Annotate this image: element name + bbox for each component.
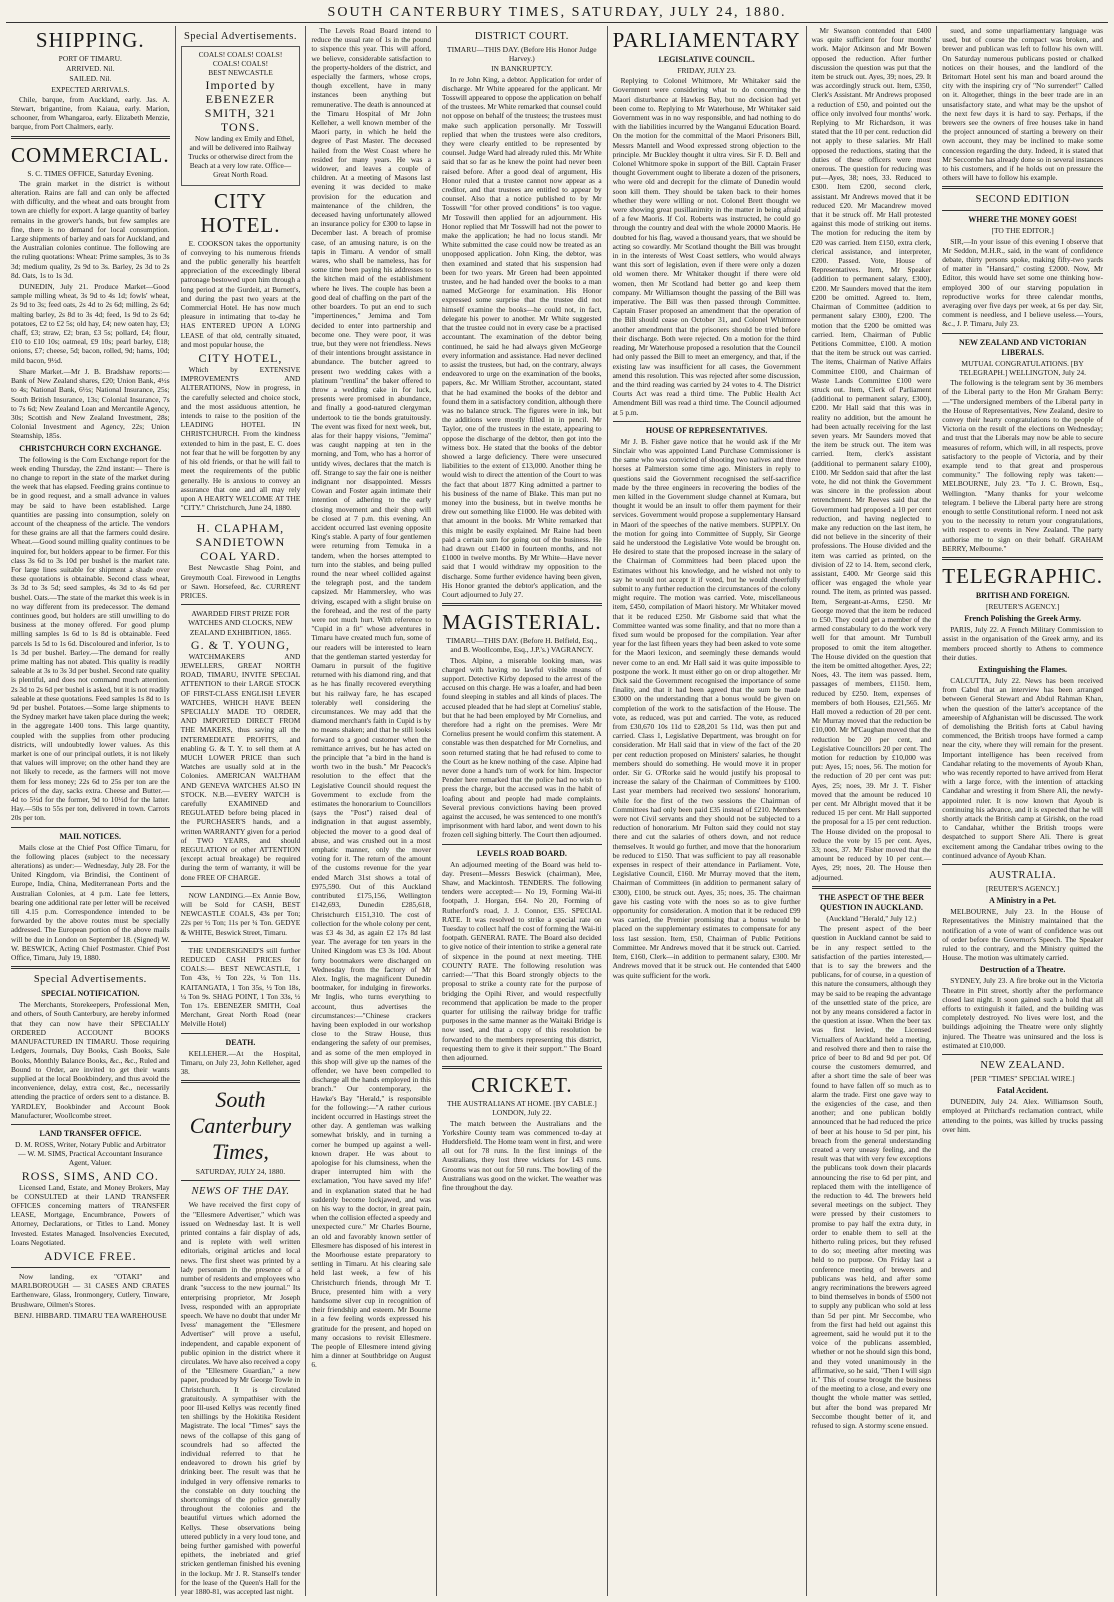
flames-text: CALCUTTA, July 22. News has been received from Cabul that an interview has been arranged between General Stewart and Abdul Rahman Khan, when the question of the latter's acceptance of the ameership of Afghanistan will be discussed. The work of demolishing the British forts at Cabul having commenced, the British troops have formed a camp near the city, where they will remain for the present. Important intelligence has been received from Candahar relating to the movements of Ayoub Khan, who was recently reported to have arrived from Herat with a large force, with the intention of attacking Candahar and wresting it from Shere Ali, the newly-appointed ruler. It is now known that Ayoub is continuing his advance, and it is expected that he will shortly attack the British camp at Girishk, on the road to Candahar, whither the British troops were despatched to support Shere Ali. There is great excitement among the Candahar tribes owing to the continued advance of Ayoub Khan. bbox=[942, 675, 1103, 860]
clapham-text: Best Newcastle Shag Point, and Greymouth Coal. Firewood in Lengths or Sawn. Horsefeed, &c. CURRENT PRICES. bbox=[180, 563, 301, 600]
smith-header: Imported by EBENEZER SMITH, 321 TONS. bbox=[204, 77, 277, 134]
land-names: D. M. ROSS, Writer, Notary Public and Arbitrator — W. M. SIMS, Practical Accountant Insurance Agent, Valuer. bbox=[14, 1139, 166, 1168]
notification-title: SPECIAL NOTIFICATION. bbox=[41, 989, 140, 999]
house-continued: Mr Swanson contended that £400 was quite sufficient for four months' work. Major Atkinson and Mr Bowen opposed the reduction. After further discussion the question was put that the item be struck out. Ayes, 39; noes, 29. It was accordingly struck out. Item, £350, Clerk's Assistant. Mr Andrews proposed a reduction of £50, and pointed out the office only involved four months' work. Replying to Mr Richardson, it was stated that the 10 per cent. reduction did not apply to these salaries. Mr Hall opposed the reductions, stating that the duties of these officers were most onerous. The question for reducing was put—Ayes, 38; noes, 33. Reduced to £300. Item £200, second clerk, assistant. Mr Andrews moved that it be reduced £20. Mr Macandrew moved that it be struck off. Mr Hall protested against this mode of striking out items. The motion for reducing the item by £20 was carried. Item £150, extra clerk, clerical assistance, and interpreter, £200. Passed. Vote, House of Representatives. Item, Mr Speaker (addition to permanent salary, £300), £200. Mr Saunders moved that the item £200 be omitted. Agreed to. Item, Chairman of Committee (addition to permanent salary £300), £200. The motion that the £200 be omitted was carried. Item, Chairman of Public Petitions Committee, £100. A motion that the item be struck out was carried. The items, Chairman of Native Affairs Committee £100, and Chairman of Waste Lands Committee £100 were struck out. Item, Clerk of Parliament (additional to permanent salary, £300), £200. Mr Hall said that this was in reality no addition, but the amount he had been actually receiving for the last seven years. Mr Saunders moved that the item be struck out. The item was carried. Item, clerk's assistant (additional to permanent salary £100), £100. Mr Seddon said that after the last vote, he did not think the Government was sincere in the profession about retrenchment. Mr Reeves said that the Government had proposed a 10 per cent reduction, and having neglected to make any reduction on the last item, he did not believe in the sincerity of their professions. The House divided and the item was carried as printed, on the division of 22 to 14. Item, second clerk, assistant, £400. Mr George said this officer was engaged the whole year round. The item, as printed was passed. Item, Sergeant-at-Arms, £250. Mr George moved that the item be reduced to £50. They could get a member of the armed constabulary to do the work very well for that amount. Mr Turnbull proposed to omit the item altogether. The House divided on the question that the item be omitted altogether. Ayes, 22; Noes, 43. The item was passed. Item, passages of members, £1150. Item, reduced by £250. Item, expenses of members of both Houses, £21,565. Mr Hall moved a reduction of 20 per cent. Mr Murray moved that the reduction be £10,000. Mr M'Caughan moved that the reduction be 20 per cent, and Legislative Councillors 20 per cent. The motion for reduction by £10,000 was put: Ayes, 15; noes, 56. The motion for the reduction of 20 per cent was put: Ayes, 25; noes, 39. Mr J. T. Fisher moved that the amount be reduced 10 per cent. Mr Albright moved that it be reduced 15 per cent. Mr Hall supported the proposal for a 15 per cent reduction. The House divided on the proposal to reduce the vote by 15 per cent. Ayes, 33; noes, 37. Mr Fisher moved that the amount be reduced by 10 per cent.—Ayes, 29; noes, 20. The House then adjourned. bbox=[811, 26, 932, 882]
british-title: BRITISH AND FOREIGN. bbox=[975, 590, 1070, 600]
divider bbox=[942, 557, 1103, 560]
undersigned-ad: THE UNDERSIGNED'S still further REDUCED CASH PRICES for COALS:— BEST NEWCASTLE, 1 Ton 43s, ½ Ton 22s, ¼ Ton 11s. KAITANGATA, 1 Ton 35s, ½ Ton 18s, ¼ Ton 9s. SHAG POINT, 1 Ton 33s, ½ Ton 17s. EBENEZER SMITH, Coal Merchant, Great North Road (near Melville Hotel) bbox=[180, 945, 301, 1029]
parliamentary-title: PARLIAMENTARY bbox=[612, 28, 801, 52]
young-award: AWARDED FIRST PRIZE FOR WATCHES AND CLOCKS, NEW ZEALAND EXHIBITION, 1865. bbox=[188, 609, 293, 637]
smith-text: Now landing ex Emily and Ethel, and will be delivered into Railway Trucks or otherwise direct from the Beach at a very low rate. Office—Great North Road. bbox=[188, 133, 294, 180]
commercial-text: The grain market in the district is without alteration. Rains are fall and can only be affected with difficulty, and the wheat and oats brought from town are chiefly for export. A large quantity of barley remains in the grower's hands, but few samples are fine, there is no demand for local consumption. Large shipments of barley and oats for Auckland, and the Australian colonies continue. The following are the ruling quotations: Wheat: Prime samples, 3s to 3s 3d; medium quality, 2s 9d to 3s. Barley, 2s 3d to 2s 8d. Oats, 1s to 1s 3d. bbox=[11, 178, 170, 280]
beer-title: THE ASPECT OF THE BEER QUESTION IN AUCKLAND. bbox=[818, 892, 924, 912]
coals-title: COALS! COALS! COALS! COALS! COALS! bbox=[198, 50, 283, 69]
flames-title: Extinguishing the Flames. bbox=[978, 664, 1067, 674]
beer-sub: (Auckland "Herald," July 12.) bbox=[826, 913, 917, 923]
district-court-text: In re John King, a debtor. Application for order of discharge. Mr White appeared for the applicant. Mr Tosswill appeared to oppose the application on behalf of the trustees. Mr White remarked that counsel could not oppose on behalf of the trustees; the trustees must make such application personally. Mr Tosswill replied that when the trustees were also creditors, they were clearly entitled to be represented by counsel. Judge Ward had already ruled this. Mr White said that so far as he knew the point had never been raised before. After a good deal of argument, His Honor ruled that a trustee cannot now appear as a creditor, and that trustees are entitled to appear by counsel. Also that a notice published to by Mr Tosswill "for other proved conditions" is too vague. Mr Tosswill then applied for an adjournment. His Honor replied that Mr Tosswill had not the power to make the application; he had no locus standi. Mr White submitted the case could now be treated as an unopposed application. John King, the debtor, was then examined and stated that his suspension had been for two years. Mr Green had been appointed trustee, and he had handed over the books to a man named McGeorge for examination. His Honor expressed some surprise that the trustee did not himself examine the books—he could not, in fact, delegate his power to another. Mr White suggested that the trustee could not in every case be a practised accountant. The examination of the debtor being continued, he said he had always given McGeorge every information and assistance. Had never declined to assist the trustees, but had, on the contrary, always endeavored to urge on the examination of the books, papers, &c. Mr William Strother, accountant, stated that he had examined the books of the debtor and found them in a satisfactory condition, although there was no balance struck. The figures were in ink, but the additions were mostly filled in in pencil. Mr Taylor, one of the trustees in the estate, appearing to oppose the discharge of the debtor, then got into the witness box. He stated that the books of the debtor showed a large deficiency. There were unsecured liabilities to the extent of £13,000. Another thing he would wish to direct the attention of the Court to was the fact that about 1877 King admitted a partner to his business of the name of Blake. This man put no money into the business, but in twelve months he drew out something like £1000. He was debited with that amount in the books. Mr White remarked that this might be easily explained. Mr Raine had been paid a certain sum for going out of the business. He had drawn out £1400 in fourteen months, and not £1000 in twelve months. By Mr White—Have never said that I would withdraw my opposition to the discharge. Some further evidence having been given, His Honor granted the debtor's application, and the Court adjourned to July 27. bbox=[442, 74, 602, 599]
column-3 bbox=[306, 26, 437, 1596]
shipping-title: SHIPPING. bbox=[35, 28, 145, 52]
columns bbox=[6, 26, 1108, 1596]
fatal-title: Fatal Accident. bbox=[996, 1086, 1049, 1096]
divider bbox=[942, 210, 1103, 211]
death-text: KELLEHER.—At the Hospital, Timaru, on July 23, John Kelleher, aged 38. bbox=[180, 1048, 301, 1077]
cricket-sub: THE AUSTRALIANS AT HOME. [BY CABLE.] LONDON, July 22. bbox=[446, 1099, 597, 1118]
clapham-title: H. CLAPHAM, SANDIETOWN COAL YARD. bbox=[195, 521, 286, 564]
nz-title: NEW ZEALAND. bbox=[980, 1060, 1065, 1072]
divider bbox=[11, 1267, 170, 1268]
column-1 bbox=[6, 26, 176, 1596]
divider bbox=[181, 1180, 301, 1181]
mail-notices-text: Mails close at the Chief Post Office Timaru, for the following places (subject to the necessary alterations) as under:— Wednesday, July 28. For the United Kingdom, via Brindisi, the Continent of Europe, India, China, Mediterranean Ports and the Australian Colonies, at 4 p.m. Late fee letters, bearing one additional rate per letter will be received till 4.15 p.m. Correspondence intended to be forwarded by the above routes must be specially addressed. The European portion of the above mails will be due in London on September 18. (Signed) W. W. BESWICK, Acting Chief Postmaster. Chief Post Office, Timaru, July 19, 1880. bbox=[11, 842, 170, 963]
theatre-title: Destruction of a Theatre. bbox=[979, 965, 1066, 975]
divider bbox=[181, 1033, 301, 1034]
news-continued: The Levels Road Board intend to reduce the usual rate of 1s in the pound to sixpence this year. This will afford, we believe, considerable satisfaction to the property-holders of the district, and especially the farmers, whose crops, though excellent, have in many instances been anything but remunerative. The death is announced at the Timaru Hospital of Mr John Kelleher, a well known member of the Maori party, in which he held the degree of Past Master. The deceased hailed from the West Coast where he resided for many years. He was a widower, and leaves a couple of children. At a meeting of Masons last evening it was decided to make provision for the education and maintenance of the children, the deceased having unfortunately allowed an insurance policy for £300 to lapse in December last. A breach of promise case, of an amusing nature, is on the tapis in Timaru. A vendor of small wares, who shall be nameless, has for some time been paying his addresses to the kitchen maid of the establishment where he lives. The couple has been a good deal of chaffing on the part of the other boarders. To put an end to such "impertinences," Jemima and Tom decided to enter into partnership and become one. They were poor, it was true, but they were not friendless. News of their intentions brought assistance in abundance. The butcher agreed to present two wedding cakes with a platinum "rentlina" the baker offered to throw a wedding cake in for luck, presents were promised in abundance, and finally a good-natured clergyman undertook to tie the bonds gratuitously. The event was fixed for next week, but, alas for their happy visions, "Jemima" was caught napping at ten in the morning, and Tom, who has a horror of untidy wives, declares that the match is off. Strange to say the fair one is neither indignant nor disappointed. Messrs Cowan and Foster again intimate their intention of adhering to the early closing movement and their shop will be closed at 7 p.m. this evening. An accident occurred last evening opposite King's stable. A party of four gentlemen were returning from Temuka in a tandem, when the horses attempted to turn into the stables, and being pulled round the near wheel collided against the telegraph post, and the tandem capsized. Mr Hammersley, who was driving, escaped with a slight bruise on the forehead, and the rest of the party were not much hurt. With reference to "Cupid in a fit" whose adventures in Timaru have created much fun, some of our readers will be interested to learn that the gentleman started yesterday for Oamaru in pursuit of the fugitive returned with his diamond ring, and that as he has finally recovered everything but his railway fare, he has escaped tolerably well considering the circumstances. We may add that the diamond merchant's faith in Cupid is by no means shaken; and that he still looks forward to a good customer when the remittance arrives, but he has acted on the principle that "a bird in the hand is worth two in the bush." Mr Peacock's resolution to the effect that the Legislative Council should request the Government to exclude from the estimates the honorarium to Councillors (says the "Post") raised deal of indignation in that august assembly, objected the mover to a good deal of abuse, and was crushed out in a most emphatic manner, only the mover voting for it. The return of the amount of the customs revenue for the year ended March 31st shows a total of £975,590. Out of this Auckland contributed £175,156, Wellington £142,693, Dunedin £285,618, Christchurch £151,310. The cost of collection for the whole colony per cent, was £3 4s 3d, as again £2 17s 8d last year. The average for ten years in the United Kingdom was £3 3s 10d. About forty bootmakers were discharged on Wednesday from the factory of Mr Alex. Inglis, the magnificent Dunedin bootmaker, for indulging in fireworks. Mr Inglis, who turns everything to account, thus advertises the circumstances:—"Chinese crackers having been exploded in our workshop close to the Straw House, thus endangering the safety of our premises, and as some of the men employed in this shop will give up the names of the offender, we have been compelled to discharge all the hands employed in this branch." Our contemporary, the Hawke's Bay "Herald," is responsible for the following:—"A rather curious incident occurred in Hastings street the other day. A gentleman was walking somewhat briskly, and in turning a corner he bumped up against a well-known draper. He was about to apologise for his clumsiness, when the draper interrupted him with the exclamation, 'You have saved my life!' and in explanation stated that he had suddenly become lockjawed, and was on his way to the doctor, in great pain, when the collision effected a speedy and unexpected cure." Mr Charles Bourne, an old and favorably known settler of Ellesmere has disposed of his interest in the Moorhouse estate preparatory to settling in Timaru. At his clearing sale held last week, a few of his Christchurch friends, through Mr T. Bruce, presented him with a very handsome silver cup in recognition of their friendship and esteem. Mr Bourne in a few feeling words expressed his gratitude for the present, and hoped on many occasions to revisit Ellesmere. The people of Ellesmere intend giving him a dinner at Southbridge on August 6. bbox=[311, 26, 432, 1370]
magisterial-title: MAGISTERIAL. bbox=[442, 610, 602, 635]
city-hotel-name: CITY HOTEL, bbox=[198, 351, 283, 366]
district-court-sub: TIMARU—THIS DAY. (Before His Honor Judge Harvey.) bbox=[447, 45, 597, 64]
second-edition-title: SECOND EDITION bbox=[975, 194, 1070, 206]
divider bbox=[942, 333, 1103, 334]
divider bbox=[942, 186, 1103, 189]
district-court-title: DISTRICT COURT. bbox=[474, 31, 569, 42]
divider bbox=[11, 827, 170, 828]
share-market: Share Market.—Mr J. B. Bradshaw reports:—Bank of New Zealand shares, £20; Union Bank, 4½s to 4s; National Bank, 6½s; National Insurance, 25s; South British Insurance, 13s; Colonial Insurance, 7s to 7s 6d; New Zealand Loan and Mercantile Agency, 30s; Scottish and New Zealand Investment, 28s; Colonial Investment and Agency, 22s; Union Steamship, 185s. bbox=[11, 366, 170, 441]
special-ads-title: Special Advertisements. bbox=[183, 31, 297, 42]
column-7 bbox=[937, 26, 1108, 1596]
paper-flag: South Canterbury Times, bbox=[189, 1087, 292, 1165]
divider bbox=[442, 603, 602, 606]
city-hotel-text: E. COOKSON takes the opportunity of conveying to his numerous friends and the public generally his heartfelt appreciation of the exceedingly liberal patronage bestowed upon him through a long period at the Gurdeit, at Burnett's, and during the past two years at the Commercial Hotel. He has now much pleasure in intimating that to-day he HAS ENTERED UPON A LONG LEASE of that old, centrally situated, and most popular house, the bbox=[180, 238, 301, 349]
ministry-title: A Ministry in a Pet. bbox=[989, 896, 1057, 906]
dunedin-produce: DUNEDIN, July 21. Produce Market—Good sample milling wheat, 3s 9d to 4s 1d; fowls' wheat, 2s 9d to 3s; feed oats, 2s 4d to 2s 6d; milling, 2s 6d; malting barley, 2s 8d to 3s 4d; feed, 1s 9d to 2s 6d; potatoes, £2 to £2 5s; old hay, £4; new oaten hay, £3; chaff, £3; straw, £2; bran, £3 5s; pollard, £4; flour, £10 to £10 10s; oatmeal, £9 10s; pearl barley, £18; onions, £7; cheese, 5d; bacon, rolled, 9d; hams, 10d; mild bacon, 9½d. bbox=[11, 282, 170, 365]
corn-exchange-text: The following is the Corn Exchange report for the week ending Thursday, the 22nd instant:— There is no change to report in the state of the market during the week that has elapsed. Feeding grains continue to be in good request, and a small advance in values may be said to have been established. Large quantities are passing into consumption, solely on account of the cheapness of the article. The vendors for these grains are all that the farmers could desire. Wheat.—Good sound milling quality continues to be inquired for, but holders appear to be firmer. For this class 3s 6d to 3s 10d per bushel is the market rate. For large lines suitable for shipment a shade over these quotations is obtainable. Second class wheat, 3s 3d to 3s 5d; seed samples, 4s 3d to 4s 6d per bushel. Oats.—The state of the market this week is in no way different from its predecessor. The demand continues good, but holders are still unwilling to do business at the money offered. For good plump milling samples 1s 6d to 1s 8d is obtainable. Feed parcels 1s 5d to 1s 6d. Discoloured and inferior, 1s to 1s 3d per bushel. Barley.—The demand for really prime malting has not abated. This quality is readily saleable at 3s to 3s 3d per bushel. Second rate quality is plentiful, and does not command much attention. 2s 3d to 2s 6d per bushel is asked, but it is not readily saleable at these quotations. Feed samples 1s 8d to 1s 9d per bushel. Potatoes.—Some large shipments to the Sydney market have taken place during the week; in the aggregate 1400 tons. This large quantity, coupled with the supplies from other producing districts, will undoubtedly lower values. As this market is one of our principal outlets, it is not likely that values will improve; on the other hand they are not likely to recede, as the farmers will not move them for less money; 22s 6d to 25s per ton are the prices of the day, sacks extra. Cheese and Butter.—4d to 5½d for the former, 9d to 10½d for the latter. Hay.—50s to 55s per ton, delivered in town. Carrots 20s per ton. bbox=[11, 454, 170, 823]
annie-bow-ad: NOW LANDING.—Ex Annie Bow, will be Sold for CASH, BEST NEWCASTLE COALS, 43s per Ton; 22s per ½ Ton; 11s per ¼ Ton. GEDYE & WHITE, Beswick Street, Timaru. bbox=[180, 890, 301, 937]
arrived: ARRIVED. Nil. bbox=[66, 64, 115, 74]
house-text: Mr J. B. Fisher gave notice that he would ask if the Mr Sinclair who was appointed Land Purchase Commissioner is the same who was convicted of shooting two natives and three horses at Palmerston some time ago. Ministers in reply to questions said the Government recognised the self-sacrifice made by the three engineers in recovering the bodies of the men killed in the Government sludge channel at Kumara, but thought it would be an insult to offer them payment for their services. Government would propose a supplementary Hansard in Maori of the speeches of the native members. SUPPLY. On the motion for going into Committee of Supply, Sir George said he understood the Legislative Vote would be brought on. He desired to state that the proposed increase in the salary of the Chairman of Committees had been placed upon the Estimates without his knowledge, and he wished not only to say he would not accept it if voted, but he would cheerfully submit to any further reduction the circumstances of the colony might require. The motion was carried. Vote, miscellaneous item, £450, compilation of Maori history. Mr Whitaker moved that it be reduced £250. Mr Gisborne said that what the Committee wanted was some finality, and that no more than a fixed sum would be proposed for the compilation. Year after year for the last fifteen years they had been asked to vote some for the Maori lexicon, and seemingly these demands would never come to an end. Mr Hall said it was quite impossible to postpone the work. It must either go on or drop altogether. Mr Dick said the Government recognised the importance of some finality, and that it had been agreed that the sum be made £3000 on the understanding that a bonus would be given on completion of the work to the satisfaction of the House. The vote, as reduced, was put and carried. The vote, as reduced from £30,670 10s 11d to £28,201 5s 11d, was then put and carried. Class 1, Legislative Department, was brought on for consideration. Mr Hall said that in view of the fact of the 20 per cent reduction proposed on Ministers' salaries, he thought members should do something. He would move it in proper order. Sir G. O'Rorke said he would justify his proposal to increase the salary of the Chairman of Committees by £100. Last year members had received two sessions' honorarium, while for the first of the two sessions the Chairman of Committees had only been paid £35 instead of £210. Members were not Civil servants and they should not be subjected to a reduction of honorarium. Mr Fulton said they could not stay there and cut the salaries of others down, and not reduce themselves. It would go further, and move that the honorarium be reduced to £150. That was sufficient to pay all reasonable expenses in respect of their attendance in Parliament. Vote, Legislative Council, £160. Mr Murray moved that the item, Chairman of Committees (in addition to permanent salary of £300), £100, be struck out. Ayes, 35; noes, 35. The chairman gave his casting vote with the noes so as to give further opportunity for consideration. A motion that it be reduced £99 was carried, the Premier promising that a bonus would be placed on the supplementary estimates to compensate for any loss last session. Item, £50, Chairman of Public Petitions Committee. Mr Andrews moved that it be struck out. Carried. Item, £160, Clerk—in addition to permanent salary, £300. Mr Andrews moved that it be struck out. He contended that £400 was quite sufficient for the work. bbox=[612, 436, 801, 980]
expected-title: EXPECTED ARRIVALS. bbox=[51, 84, 130, 94]
divider bbox=[11, 966, 170, 969]
divider bbox=[11, 1124, 170, 1125]
divider bbox=[942, 864, 1103, 865]
column-4 bbox=[437, 26, 608, 1596]
nz-sub: [PER "TIMES" SPECIAL WIRE.] bbox=[970, 1074, 1075, 1084]
australia-reuter: [REUTER'S AGENCY.] bbox=[985, 884, 1060, 894]
house-title: HOUSE OF REPRESENTATIVES. bbox=[645, 425, 768, 435]
divider bbox=[613, 421, 801, 422]
money-title: WHERE THE MONEY GOES! bbox=[968, 215, 1077, 225]
liberals-sub: MUTUAL CONGRATULATIONS. [BY TELEGRAPH.] WELLINGTON, July 24. bbox=[959, 358, 1087, 377]
money-sub: [TO THE EDITOR.] bbox=[991, 226, 1054, 236]
council-date: FRIDAY, JULY 23. bbox=[677, 66, 736, 75]
liberals-text: The following is the telegram sent by 36 members of the Liberal party to the Hon Mr Graham Berry:—"The undersigned members of the Liberal party in the House of Representatives, New Zealand, desire to convey their hearty congratulations to the people of Victoria on the result of the elections on Wednesday; and trust that the Liberals may now be able to secure measures of reform, which will, in all respects, prove satisfactory to the people of Victoria, and by their example tend to that great and prosperous community." The following reply was taken:— MELBOURNE, July 23. "To J. C. Brown, Esq., Wellington. "Many thanks for your welcome telegram. I believe the Liberal party here are strong enough to settle Constitutional reform. I need not ask you to the necessity to return your congratulations, with respect to events in New Zealand. The party authorise me to sign on their behalf. GRAHAM BERRY, Melbourne." bbox=[942, 378, 1103, 553]
council-text: Replying to Colonel Whitmore, Mr Whitaker said the Government were considering what to do concerning the Maori disturbance at Hawkes Bay, but no decision had yet been come to. Replying to Mr Waterhouse, Mr Whitaker said Government was in no way responsible, and had nothing to do with the liabilities incurred by the Wanganui Education Board. On the motion for the committal of the Maori Prisoners Bill, Messrs Mantell and Wood expressed strong objection to the principle. Mr Buckley thought it ultra vires. Sir F. D. Bell and Colonel Whitmore spoke in support of the Bill. Captain Fraser thought Government ought to liberate a dozen of the prisoners, who were old and decrepit for the climate of Dunedin would soon kill them. They should be taken back to their homes whether they were willing or not. Colonel Brett thought we were showing great pusillanimity in the matter in being afraid of a few Maoris. If Col. Roberts was instructed, he could go through the country and deal with the whole 20000 Maoris. He doubted for his flag, waved a thousand years, that we should be acting so cowardly. Mr Scotland thought the Bill was brought in in the interests of West Coast settlers, who would always want this sort of legislation, even if there were only a dozen old women there. Mr Whitaker thought if there were old women, then Mr Scotland had better go and keep them company. Mr Williamson thought the passing of the Bill was imperative. The Bill was then passed through Committee. Captain Fraser proposed an amendment that the operation of the Bill should cease on October 31, and Colonel Whitmore another amendment that the prisoners should be tried before their discharge. Both were rejected. On a motion for the third reading, Mr Waterhouse proposed a resolution that the Council had only passed the Bill to meet an emergency, and that, if the existing law was insufficient for all cases, the Government amend this resolution. This was rejected after some discussion, and the third reading was carried by 24 votes to 4. The District Courts Act was read a third time. The Public Health Act Amendment Bill was read a third time. The Council adjourned at 5 p.m. bbox=[612, 76, 801, 417]
land-text: Licensed Land, Estate, and Money Brokers, May be CONSULTED at their LAND TRANSFER OFFICES concerning matters of TRANSFER LEASE, Mortgage, Encumbrance, Powers of Attorney, Declarations, or Titles to Land. Money Invested. Estates Managed. Insolvencies Executed, Loans Negotiated. bbox=[11, 1182, 170, 1247]
young-text: WATCHMAKERS AND JEWELLERS, GREAT NORTH ROAD, TIMARU, INVITE SPECIAL ATTENTION to their LARGE STOCK OF FIRST-CLASS ENGLISH LEVER WATCHES, WHICH HAVE BEEN SPECIALLY MADE TO ORDER, AND IMPORTED DIRECT FROM THE MAKERS, thus saving all the INTERMEDIATE PROFITS, and enabling G. & T. Y. to sell them at A MUCH LOWER PRICE than such Watches are usually sold at in the Colonies. AMERICAN WALTHAM AND GENEVA WATCHES ALSO IN STOCK. N.B.—EVERY WATCH is carefully EXAMINED and REGULATED before being placed in the PURCHASER'S hands, and a written WARRANTY given for a period of TWO YEARS, and should REGULATION or other ATTENTION (except actual breakage) be required during the term of warranty, it will be done FREE OF CHARGE. bbox=[180, 651, 301, 882]
ministry-text: MELBOURNE, July 23. In the House of Representatives the Ministry maintained that the notification of a vote of want of confidence was out of order before the Governor's Speech. The Speaker ruled to the contrary, and the Ministry quitted the House. The motion was ultimately carried. bbox=[942, 907, 1103, 963]
news-text: We have received the first copy of the "Ellesmere Advertiser," which was issued on Wednesday last. It is well printed contains a fair display of ads, and is replete with well written editorials, original articles and local news. The first sheet was printed by a lady personam in the presence of a number of residents and employees who drank "success to the new journal." Its enterprising proprietor, Mr Joseph Ivess, responded with an appropriate speech. We have no doubt that under Mr Ivess' management the "Ellesmere Advertiser" will prove a useful, independent, and capable exponent of public opinion in the district where it circulates. We have also received a copy of the "Ellesmere Guardian," a new paper, produced by Mr George Towle in Christchurch. It is circulated gratuitously. A sympathiser with the poor Ill-used Kellys was recently fined ten shillings by the Hokitika Resident Magistrate. The local "Times" says the news of the collapse of this gang of scoundrels had so affected the individual referred to that he endeavored to drown his grief by drinking beer. The result was that he indulged in very offensive remarks to the constable on duty touching the shortcomings of the police generally throughout the colonies and the beautiful virtues which adorned the Kellys. These observations being uttered publicly in a very loud tone, and being further garnished with powerful epithets, the inebriated and grief stricken gentleman finished his evening in the lockup. Mr J. R. Stansell's tender for the lease of the Queen's Hall for the year 1880-81, was accepted last night. bbox=[180, 1200, 301, 1596]
greek-text: PARIS, July 22. A French Military Commission to assist in the organisation of the Greek army, and its members proceed shortly to Athens to commence their duties. bbox=[942, 625, 1103, 662]
news-title: NEWS OF THE DAY. bbox=[191, 1186, 290, 1198]
fatal-text: DUNEDIN, July 24. Alex. Williamson South, employed at Pritchard's reclamation contract, while attending to the points, was killed by trucks passing over him. bbox=[942, 1097, 1103, 1134]
divider bbox=[181, 941, 301, 942]
special-ads-title: Special Advertisements. bbox=[33, 974, 147, 986]
commercial-sub: S. C. TIMES OFFICE, Saturday Evening. bbox=[27, 168, 154, 178]
mail-notices-title: MAIL NOTICES. bbox=[59, 831, 121, 841]
corn-exchange-title: CHRISTCHURCH CORN EXCHANGE. bbox=[19, 443, 162, 453]
expected-arrivals: Chile, barque, from Auckland, early. Jas. A. Stewart, brigantine, from Kaiaua, early. Marion, schooner, from Whangaroa, early. Elizabeth Menzie, barque, from Port Chalmers, early. bbox=[11, 94, 170, 132]
divider bbox=[442, 1066, 602, 1069]
notification-text: The Merchants, Storekeepers, Professional Men, and others, of South Canterbury, are hereby informed that they can now have their SPECIALLY ORDERED ACCOUNT BOOKS MANUFACTURED IN TIMARU. Those requiring Ledgers, Journals, Day Books, Cash Books, Sale Books, Monthly Balance Books, &c., &c., Ruled and Bound to Order, are invited to get their wants supplied at the local Bookbindery, and thus avoid the inconvenience, delay, extra cost, &c., necessarily attending the practice of orders sent to a distance. B. YARDLEY, Bookbinder and Account Book Manufacturer, Woollcombe street. bbox=[11, 1000, 170, 1120]
magisterial-sub: TIMARU—THIS DAY. (Before H. Belfield, Esq., and B. Woollcombe, Esq., J.P.'s.) VAGRANCY. bbox=[446, 636, 598, 655]
land-transfer-title: LAND TRANSFER OFFICE. bbox=[39, 1128, 142, 1138]
young-title: G. & T. YOUNG, bbox=[190, 637, 291, 652]
port-heading: PORT OF TIMARU. bbox=[58, 54, 122, 63]
cricket-title: CRICKET. bbox=[471, 1073, 573, 1098]
newcastle: BEST NEWCASTLE bbox=[208, 68, 273, 78]
advice-free: ADVICE FREE. bbox=[43, 1248, 137, 1263]
divider bbox=[11, 136, 170, 139]
telegraphic-title: TELEGRAPHIC. bbox=[942, 563, 1103, 588]
divider bbox=[942, 1054, 1103, 1055]
reuter-agency: [REUTER'S AGENCY.] bbox=[985, 601, 1060, 611]
flag-date: SATURDAY, JULY 24, 1880. bbox=[195, 1167, 286, 1177]
column-2 bbox=[176, 26, 307, 1596]
theatre-text: SYDNEY, July 23. A fire broke out in the Victoria Theatre in Pitt street, shortly after the performance closed last night. It soon gained such a hold that all efforts to extinguish it failed, and the building was completely destroyed. No lives were lost, and the buildings adjoining the Theatre were only slightly injured. The Theatre was uninsured and the loss is estimated at £10,000. bbox=[942, 976, 1103, 1050]
masthead: SOUTH CANTERBURY TIMES, SATURDAY, JULY 24, 1880. bbox=[6, 4, 1108, 23]
magisterial-text: Thos. Alpine, a miserable looking man, was charged with having no lawful visible means of support. Detective Kirby deposed to the arrest of the accused on this charge. He was a loafer, and had been found sleeping in stables and all kinds of places. The accused pleaded that he had slept at Cornelius' stable, but that he had been employed by Mr Cornelius, and therefore had a right on the premises. Were Mr Cornelius present he would confirm this statement. A constable was then despatched for Mr Cornelius, and soon returned stating that he had refused to come to the Court as he knew nothing of the case. Alpine had never done a hand's turn of work for him. Inspector Pender here remarked that the police had no wish to press the charge, but the accused was in the habit of loafing about and people had made complaints. Several previous convictions having been proved against the accused, he was sentenced to one month's imprisonment with hard labor, and went down to his frozen cell sighing bitterly. The Court then adjourned. bbox=[442, 655, 602, 840]
ross-sims: ROSS, SIMS, AND CO. bbox=[21, 1168, 159, 1183]
cricket-text: The match between the Australians and the Yorkshire County team was commenced to-day at Huddersfield. The Home team went in first, and were all out for 78 runs. In the first innings of the Australians, they lost three wickets for 143 runs. Grooms was not out for 50 runs. The bowling of the Australians was good on the wicket. The weather was fine throughout the day. bbox=[442, 1118, 602, 1192]
bankruptcy: IN BANKRUPTCY. bbox=[491, 64, 553, 74]
death-title: DEATH. bbox=[225, 1037, 256, 1047]
column-6 bbox=[807, 26, 938, 1596]
city-hotel-title: CITY HOTEL. bbox=[200, 188, 281, 237]
liberals-title: NEW ZEALAND AND VICTORIAN LIBERALS. bbox=[958, 337, 1087, 357]
divider bbox=[812, 886, 932, 889]
beer-continued: sued, and some unparliamentary language was used, but of course the compact was broken, and brewer and publican was left to follow his own will. On Saturday numerous publicans posted or chalked notices on their houses, and the landlord of the Britomart Hotel sent his man and board around the city with the inspiring cry of "No surrender!" Called on it. Altogether, things in the beer trade are in an unsatisfactory state, and what may be the upshot of the next few days it is hard to say. Perhaps, if the brewers see the owners of free houses take in hand the project announced of starting a brewery on their own account, they may be inclined to make some concession regarding the duty. Indeed, it is stated that Mr Seccombe has already done so in several instances to his customers, and if he holds out on pressure the others will have to follow his example. bbox=[942, 26, 1103, 183]
otaki-ad: Now landing, ex "OTAKI" and MARLBOROUGH — 31 CASES AND CRATES Earthenware, Glass, Ironmongery, Cutlery, Tinware, Brushware, Oilmen's Stores. bbox=[11, 1271, 170, 1309]
levels-board-text: An adjourned meeting of the Board was held to-day. Present—Messrs Beswick (chairman), Mee, Shaw, and Mackintosh. TENDERS. The following tenders were accepted:— No 19, Forming Wai-iti footpath, J. Horgan, £64. No 20, Forming of Rutherford's road, J. J. Connor, £35. SPECIAL RATE. It was resolved to strike a special rate on Tuesday to collect half the cost of forming the Wai-iti footpath. GENERAL RATE. The Board also decided to give notice of their intention to strike a general rate of sixpence in the pound at next meeting. THE COUNTY RATE. The following resolution was carried:—"That this Board strongly objects to the proposal to strike a county rate for the purpose of bridging the Opihi River, and would respectfully recommend that application be made to the proper quarter for utilising the railway bridge for traffic purposes in the same manner as the Waitaki Bridge is now used, and that a copy of this resolution be forwarded to the members representing this district, requesting them to give it their support." The Board then adjourned. bbox=[442, 859, 602, 1062]
hibbard: BENJ. HIBBARD. TIMARU TEA WAREHOUSE bbox=[14, 1310, 167, 1320]
divider bbox=[181, 516, 301, 517]
commercial-title: COMMERCIAL. bbox=[11, 142, 170, 167]
divider bbox=[181, 1080, 301, 1083]
divider bbox=[181, 604, 301, 605]
divider bbox=[181, 886, 301, 887]
money-text: SIR,—In your issue of this evening I observe that Mr Seddon, M.H.R., said, in the want of confidence debate, thirty persons spoke, making fifty-two yards of matter in "Hansard," costing £2000. Now, Mr Editor, this would have set some one thinking how-employed 300 of our starving population in reproductive works for three calendar months, averaging over five days per week, at 6s per day. Sir, comment is needless, and I believe useless.—Yours, &c., J. P. Timaru, July 23. bbox=[942, 236, 1103, 329]
column-5 bbox=[608, 26, 807, 1596]
council-title: LEGISLATIVE COUNCIL. bbox=[658, 55, 755, 64]
australia-title: AUSTRALIA. bbox=[989, 870, 1057, 882]
greek-title: French Polishing the Greek Army. bbox=[964, 614, 1082, 624]
beer-text: The present aspect of the beer question in Auckland cannot be said to be in any respect settled to the satisfaction of the parties interested,—that is to say the brewers and the publicans, for of course, in a question of this nature the consumers, although they may be said to be reaping the advantage of the unsettled state of the price, are not by any means considered a factor in the question at issue. When the beer tax was first levied, the Licensed Victuallers of Auckland held a meeting, and resolved there and then to raise the price of beer to 8d and 9d per pot. Of course the customers demurred, and after a short time the sale of beer was found to have fallen off so much as to alarm the trade. First one gave way to the exigencies of the case, and then another; and one publican boldly announced that he had reduced the price of beer at his house to 5d per pint, his breach from the general understanding created a very uneasy feeling, and the result was that with very few exceptions the publicans took down their placards announcing the rise to 6d per pint, and replaced them with the intelligence of the reduction to 4d. The brewers held several meetings on the subject. They were pressed by their customers to promise to pay half the extra duty, in order to enable them to sell at the hitherto ruling prices, but they refused to do so; meeting after meeting was held to no purpose. On Friday last a conference meeting of brewers and publicans was held, and after some angry recriminations the brewers agreed to bind themselves in bonds of £500 not to supply any publican who sold at less than 5d per pint. Mr Seccombe, who from the first had held out against this agreement, said he would put it to the voice of the publicans assembled, whether or not he should sign this bond, and they voted unanimously in the affirmative, so he said, "Then I will sign it." This of course brought the business of the meeting to a close, and every one thought the whole matter was settled, but after the bond was prepared Mr Seccombe thought better of it, and refused to sign. A stormy scene ensued. bbox=[811, 924, 932, 1431]
sailed: SAILED. Nil. bbox=[69, 74, 112, 84]
coals-ad bbox=[181, 46, 301, 186]
divider bbox=[442, 844, 602, 845]
levels-board-title: LEVELS ROAD BOARD. bbox=[476, 848, 567, 858]
city-hotel-text-2: Which by EXTENSIVE IMPROVEMENTS AND ALTERATIONS, Now in progress, in the carefully selected and choice stock, and the most assiduous attention, he intends to raise to the position of the LEADING HOTEL IN CHRISTCHURCH. From the kindness extended to him in the past, E. C. does not fear that he will be forgotten by any of his old friends, or that he will fail to meet the requirements of the public generally. He is anxious to convey an assurance that one and all may rely upon A HEARTY WELCOME AT THE "CITY." Christchurch, June 24, 1880. bbox=[180, 365, 301, 513]
